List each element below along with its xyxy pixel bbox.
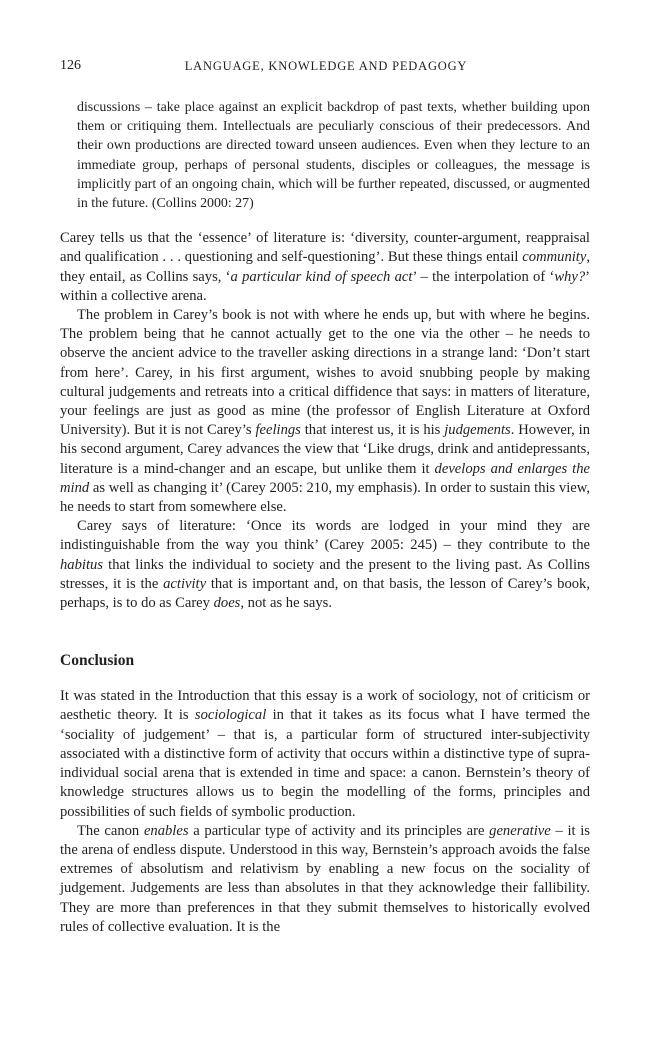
italic-run: community [522, 249, 587, 266]
italic-run: habitus [60, 556, 103, 573]
running-head: LANGUAGE, KNOWLEDGE AND PEDAGOGY [184, 59, 468, 73]
text-run: that links the individual to society and the present to the living past. As Collins stresses, it is the [60, 556, 590, 592]
paragraph-conclusion-intro [60, 687, 590, 821]
paragraph-essence [60, 229, 590, 306]
italic-run: enables [143, 822, 189, 839]
italic-run: develops and enlarges the mind [60, 460, 590, 496]
text-run: Carey tells us that the ‘essence’ of literature is: ‘diversity, counter-argument, reappraisal and qualification . . . questioning and self-questioning’. But these things entail [60, 230, 590, 266]
paragraph-problem [60, 306, 590, 517]
text-run: that is important and, on that basis, the lesson of Carey’s book, perhaps, is to do as Carey [60, 575, 590, 612]
italic-run: a particular kind of speech act [230, 268, 413, 285]
text-run: in that it takes as its focus what I have termed the ‘sociality of judgement’ – that is, a particular form of structured inter-subjectivity associated with a distinctive form of activity that occurs within a distinctive type of supra-individual social arena that is extended in time and space: a canon. Bernstein’s theory of knowledge structures allows us to begin the modelling of the forms, principles and possibilities of such fields of symbolic production. [60, 707, 590, 820]
block-quote: discussions – take place against an explicit backdrop of past texts, whether building upon them or critiquing them. Intellectuals are peculiarly conscious of their predecessors. And their own productions are directed toward unseen audiences. Even when they lecture to an immediate group, perhaps of personal students, disciples or colleagues, the message is implicitly part of an ongoing chain, which will be further repeated, discussed, or augmented in the future. (Collins 2000: 27) [77, 100, 590, 212]
text-run: – it is the arena of endless dispute. Understood in this way, Bernstein’s approach avoids the false extremes of absolutism and relativism by enabling a new focus on the sociality of judgement. Judgements are less than absolutes in that they acknowledge their fallibility. They are more than preferences in that they submit themselves to historically evolved rules of collective evaluation. It is the [60, 822, 590, 935]
page-header [60, 57, 592, 77]
text-run: The problem in Carey’s book is not with where he ends up, but with where he begins. The problem being that he cannot actually get to the one via the other – he needs to observe the ancient advice to the traveller asking directions in a strange land: ‘Don’t start from here’. Carey, in his first argument, wishes to avoid snubbing people by making cultural judgements and retreats into a critical diffidence that says: in matters of literature, your feelings are just as good as mine (the professor of English Literature at Oxford University). But it is not Carey’s [60, 307, 590, 439]
text-run: . However, in his second argument, Carey advances the view that ‘Like drugs, drink and antidepressants, literature is a mind-changer and an escape, but unlike them it [60, 422, 590, 477]
text-run: ’ within a collective arena. [60, 268, 590, 304]
text-run: Carey says of literature: ‘Once its words are lodged in your mind they are indistinguishable from the way you think’ (Carey 2005: 245) – they contribute to the [60, 518, 590, 554]
italic-run: sociological [194, 707, 267, 724]
italic-run: does [213, 595, 241, 612]
body-text [60, 98, 590, 937]
italic-run: why? [554, 268, 586, 285]
text-run: as well as changing it’ (Carey 2005: 210, my emphasis). In order to sustain this view, he needs to start from somewhere else. [60, 479, 590, 516]
paragraph-canon [60, 822, 590, 937]
italic-run: judgements [444, 422, 511, 439]
paragraph-habitus [60, 517, 590, 613]
italic-run: generative [489, 822, 551, 839]
italic-run: activity [163, 575, 207, 592]
text-run: , they entail, as Collins says, ‘ [60, 249, 590, 285]
text-run: that interest us, it is his [300, 422, 445, 439]
text-run: ’ – the interpolation of ‘ [412, 268, 555, 285]
text-run: The canon [77, 822, 144, 839]
text-run: , not as he says. [240, 595, 332, 612]
italic-run: feelings [255, 422, 301, 439]
text-run: It was stated in the Introduction that this essay is a work of sociology, not of criticism or aesthetic theory. It is [60, 688, 590, 724]
page-number: 126 [60, 58, 81, 73]
section-heading: Conclusion [60, 652, 135, 670]
text-run: a particular type of activity and its principles are [188, 822, 490, 839]
